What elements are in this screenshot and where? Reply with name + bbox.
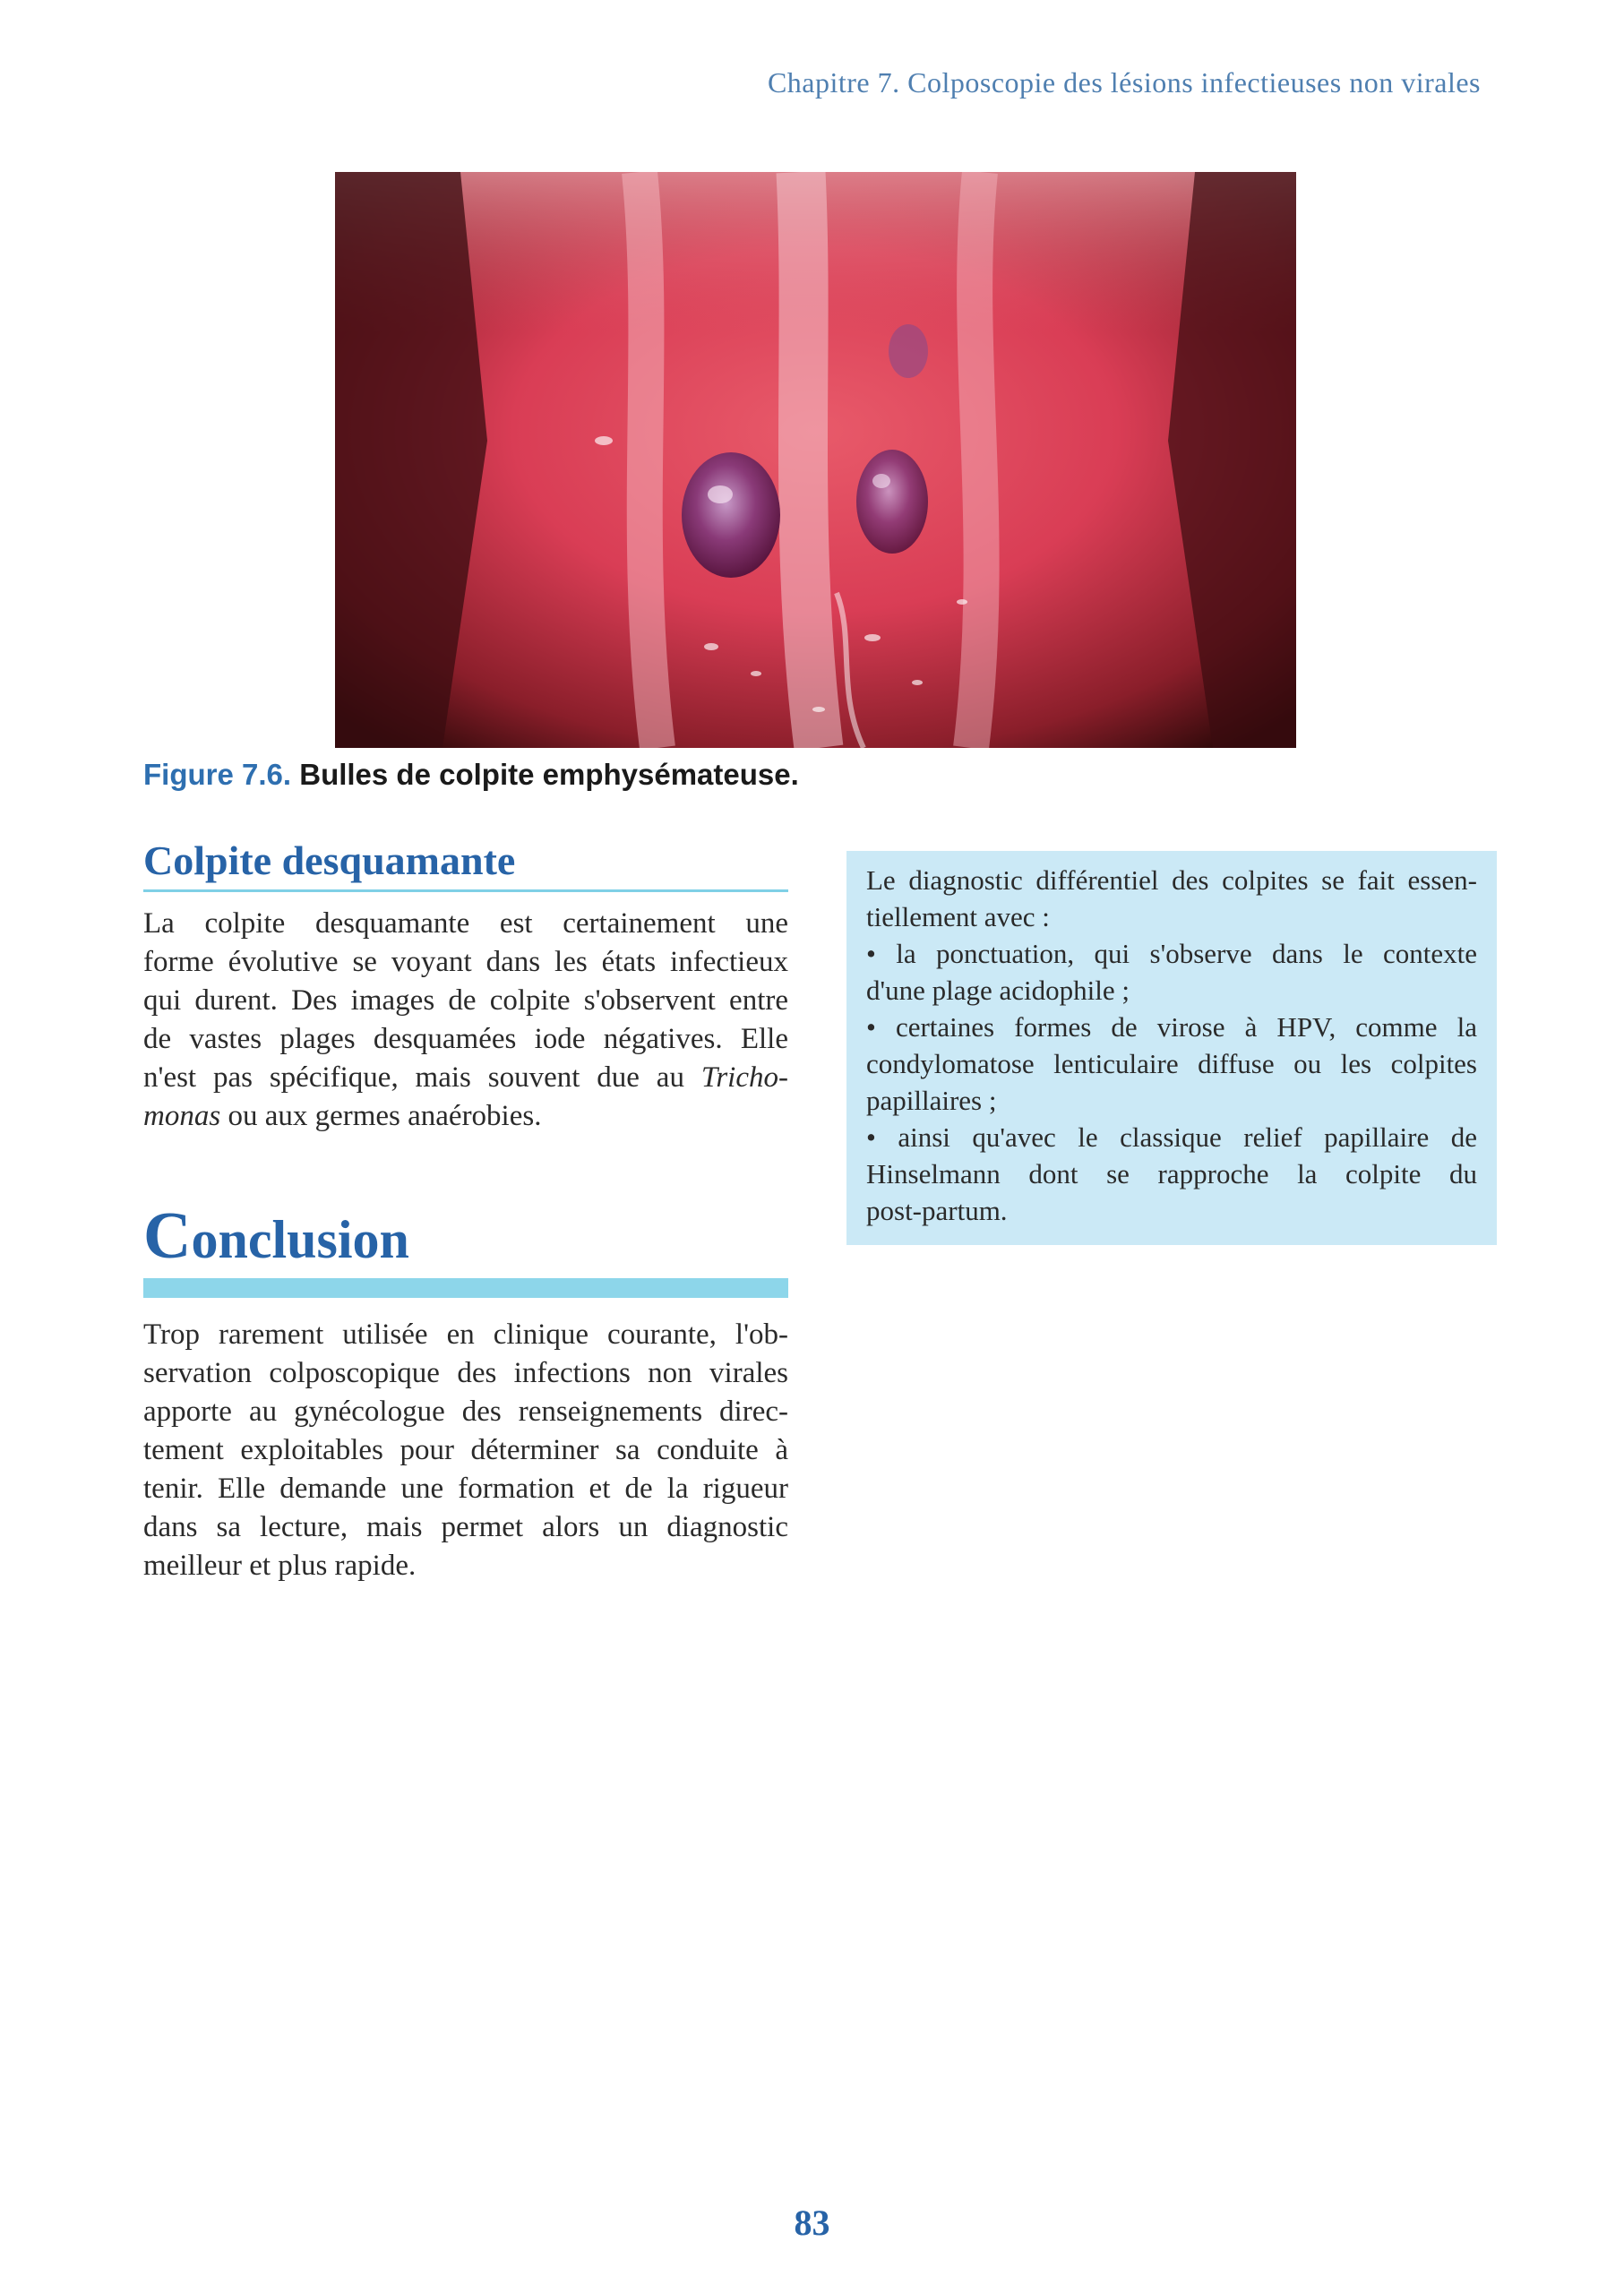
box-line: • ainsi qu'avec le classique relief papillaire de bbox=[866, 1121, 1477, 1153]
section-colpite-desquamante bbox=[143, 838, 788, 1136]
text-line: Trop rarement utilisée en clinique courante, l'ob- bbox=[143, 1318, 788, 1352]
box-line: condylomatose lenticulaire diffuse ou les colpites bbox=[866, 1048, 1477, 1079]
text-line bbox=[143, 1097, 788, 1136]
text-line: qui durent. Des images de colpite s'observent entre bbox=[143, 983, 788, 1017]
heading-underline-bar bbox=[143, 1278, 788, 1298]
running-header: Chapitre 7. Colposcopie des lésions infectieuses non virales bbox=[767, 66, 1481, 99]
italic-text: Tricho- bbox=[700, 1061, 788, 1094]
text-line: forme évolutive se voyant dans les états infectieux bbox=[143, 945, 788, 978]
box-line: Hinselmann dont se rapproche la colpite du bbox=[866, 1158, 1477, 1189]
text-line: tenir. Elle demande une formation et de la rigueur bbox=[143, 1473, 788, 1506]
figure-caption-number: Figure 7.6. bbox=[143, 758, 292, 791]
page-number: 83 bbox=[794, 2203, 830, 2243]
heading-rest: onclusion bbox=[191, 1210, 409, 1269]
section-conclusion bbox=[143, 1200, 788, 1585]
box-line: papillaires ; bbox=[866, 1085, 997, 1116]
differential-diagnosis-box bbox=[846, 851, 1497, 1245]
colposcopy-photo bbox=[335, 172, 1296, 748]
text-line: dans sa lecture, mais permet alors un diagnostic bbox=[143, 1511, 788, 1544]
section-body bbox=[143, 905, 788, 1136]
text-line: meilleur et plus rapide. bbox=[143, 1550, 417, 1583]
text-line: La colpite desquamante est certainement une bbox=[143, 906, 788, 940]
section-heading: Colpite desquamante bbox=[143, 838, 788, 892]
italic-text: monas bbox=[143, 1099, 221, 1132]
section-heading-conclusion bbox=[143, 1200, 788, 1273]
text-line: apporte au gynécologue des renseignements direc- bbox=[143, 1396, 788, 1429]
colposcopy-photo-image bbox=[335, 172, 1296, 748]
text-segment: n'est pas spécifique, mais souvent due au bbox=[143, 1061, 701, 1094]
figure-caption-text: Bulles de colpite emphysémateuse. bbox=[299, 758, 799, 791]
box-line: d'une plage acidophile ; bbox=[866, 975, 1130, 1006]
text-line: servation colposcopique des infections non virales bbox=[143, 1357, 788, 1390]
text-line: tement exploitables pour déterminer sa conduite à bbox=[143, 1434, 788, 1467]
section-body bbox=[143, 1316, 788, 1585]
box-line: • la ponctuation, qui s'observe dans le contexte bbox=[866, 938, 1477, 969]
text-segment: ou aux germes anaérobies. bbox=[220, 1099, 542, 1132]
figure-caption bbox=[143, 758, 799, 792]
heading-initial: C bbox=[143, 1199, 192, 1273]
box-line: tiellement avec : bbox=[866, 901, 1050, 932]
box-line: Le diagnostic différentiel des colpites se fait essen- bbox=[866, 864, 1477, 896]
text-line: de vastes plages desquamées iode négatives. Elle bbox=[143, 1022, 788, 1055]
text-line bbox=[143, 1059, 788, 1097]
box-line: post-partum. bbox=[866, 1195, 1008, 1226]
box-line: • certaines formes de virose à HPV, comme la bbox=[866, 1011, 1477, 1043]
